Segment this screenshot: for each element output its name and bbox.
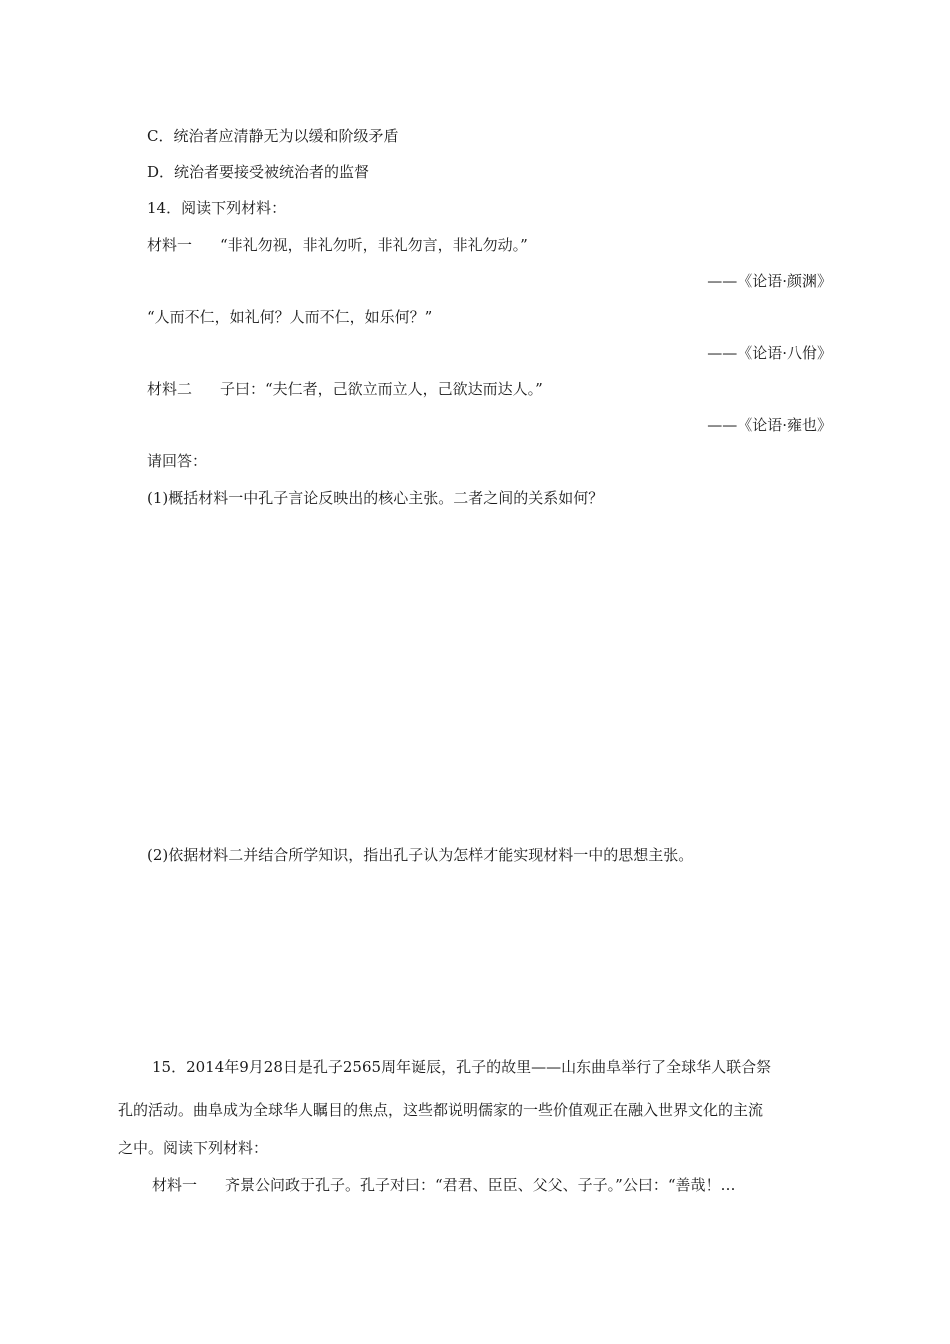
- option-c: C．统治者应清静无为以缓和阶级矛盾: [147, 127, 399, 145]
- q14-sub-question-1: (1)概括材料一中孔子言论反映出的核心主张。二者之间的关系如何？: [147, 489, 604, 507]
- q14-material-1-source-2: ——《论语·八佾》: [707, 344, 832, 362]
- q14-material-1-source: ——《论语·颜渊》: [707, 272, 832, 290]
- question-15-line-3: 之中。阅读下列材料：: [118, 1139, 269, 1157]
- material-label: 材料二: [147, 380, 193, 398]
- q14-sub-question-2: (2)依据材料二并结合所学知识，指出孔子认为怎样才能实现材料一中的思想主张。: [147, 846, 694, 864]
- material-text: 齐景公问政于孔子。孔子对曰：“君君、臣臣、父父、子子。”公曰：“善哉！…: [225, 1176, 736, 1194]
- q15-material-1: [152, 1175, 736, 1195]
- question-14-stem: 14．阅读下列材料：: [147, 199, 287, 217]
- q14-prompt: 请回答：: [147, 452, 208, 470]
- material-label: 材料一: [152, 1176, 198, 1194]
- q14-material-1: [147, 235, 528, 255]
- material-quote: “非礼勿视，非礼勿听，非礼勿言，非礼勿动。”: [220, 236, 528, 254]
- question-15-line-2: 孔的活动。曲阜成为全球华人瞩目的焦点，这些都说明儒家的一些价值观正在融入世界文化的主流: [118, 1101, 764, 1119]
- q14-material-1-quote-2: “人而不仁，如礼何？人而不仁，如乐何？”: [147, 308, 433, 326]
- q14-material-2: [147, 379, 543, 399]
- q14-material-2-source: ——《论语·雍也》: [707, 416, 832, 434]
- question-15-line-1: 15．2014年9月28日是孔子2565周年诞辰，孔子的故里——山东曲阜举行了全球华人联合祭: [152, 1058, 772, 1076]
- material-label: 材料一: [147, 236, 193, 254]
- option-d: D．统治者要接受被统治者的监督: [147, 163, 370, 181]
- material-quote: 子曰：“夫仁者，己欲立而立人，己欲达而达人。”: [220, 380, 543, 398]
